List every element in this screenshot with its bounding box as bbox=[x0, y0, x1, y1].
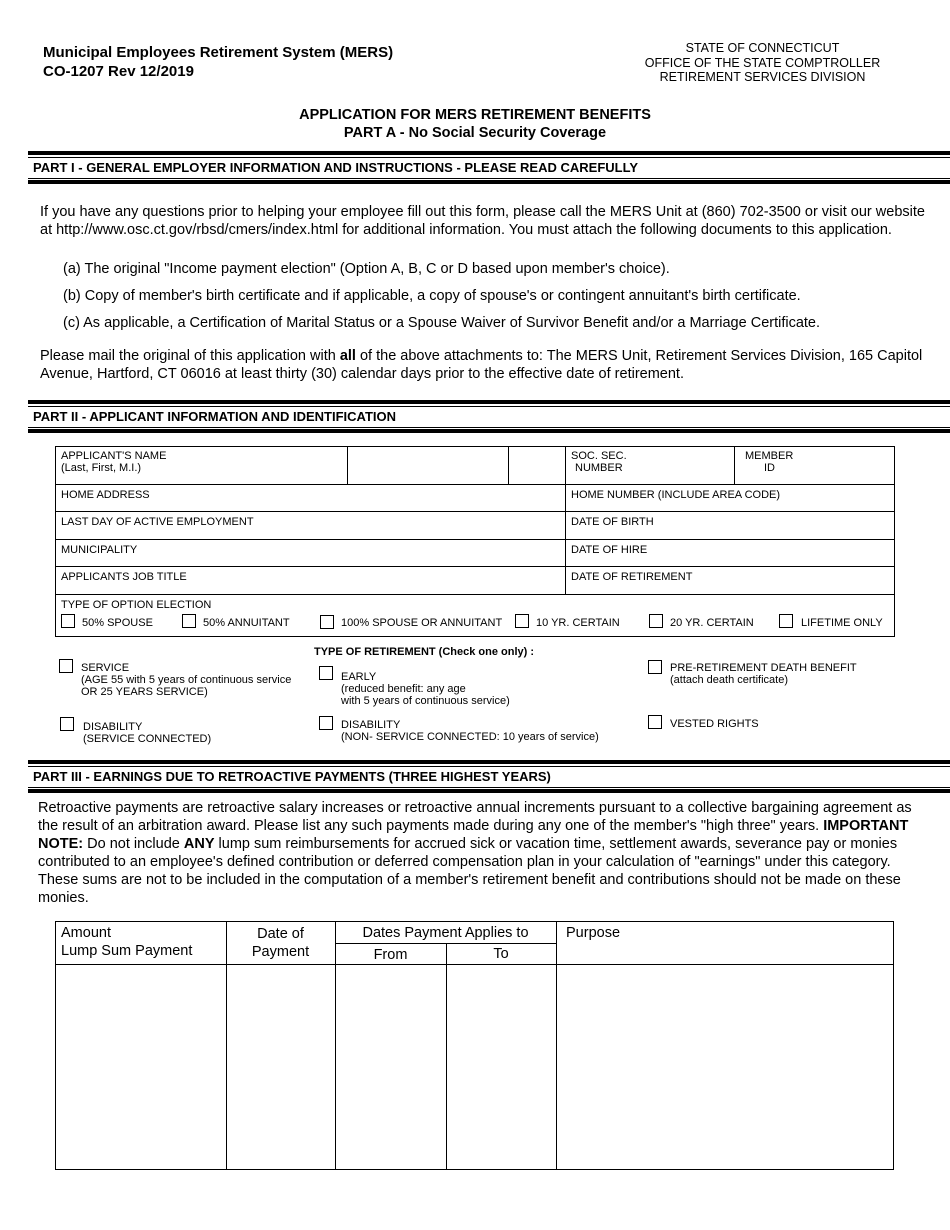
option-50-spouse-checkbox[interactable] bbox=[61, 614, 75, 628]
col-header-from: From bbox=[373, 947, 408, 963]
divider bbox=[28, 406, 950, 407]
retirement-type-heading: TYPE OF RETIREMENT (Check one only) : bbox=[314, 646, 535, 658]
divider bbox=[28, 789, 950, 793]
office-name: OFFICE OF THE STATE COMPTROLLER bbox=[644, 55, 881, 70]
form-number: CO-1207 Rev 12/2019 bbox=[43, 63, 194, 80]
option-20yr-checkbox[interactable] bbox=[649, 614, 663, 628]
part3-text-mid: Do not include bbox=[83, 836, 184, 852]
divider bbox=[55, 566, 895, 567]
option-100-spouse-checkbox[interactable] bbox=[320, 615, 334, 629]
member-id-label-line2: ID bbox=[764, 462, 775, 474]
date-of-hire-field[interactable]: DATE OF HIRE bbox=[571, 544, 648, 556]
divider bbox=[28, 178, 950, 179]
date-of-retirement-field[interactable]: DATE OF RETIREMENT bbox=[571, 571, 693, 583]
part1-heading: PART I - GENERAL EMPLOYER INFORMATION AND INSTRUCTIONS - PLEASE READ CAREFULLY bbox=[33, 160, 639, 175]
divider bbox=[55, 594, 895, 595]
form-header-right bbox=[620, 41, 905, 85]
divider bbox=[508, 446, 509, 484]
col-amount-line1: Amount bbox=[61, 925, 111, 941]
part1-intro: If you have any questions prior to helping your employee fill out this form, please call the MERS Unit at (860) 702-3500 or visit our website at http://www.osc.ct.gov/rbsd/cmers/index.html for additional information. You must attach the following documents to this application. bbox=[40, 204, 925, 238]
col-header-date bbox=[226, 925, 335, 961]
vested-rights-checkbox[interactable] bbox=[648, 715, 662, 729]
applicant-name-field[interactable] bbox=[61, 450, 166, 474]
divider bbox=[28, 429, 950, 433]
purpose-input-area[interactable] bbox=[557, 965, 893, 1169]
service-subtext1: (AGE 55 with 5 years of continuous service bbox=[81, 674, 292, 686]
service-subtext2: OR 25 YEARS SERVICE) bbox=[81, 686, 208, 698]
pre-retirement-death-checkbox[interactable] bbox=[648, 660, 662, 674]
service-checkbox[interactable] bbox=[59, 659, 73, 673]
disability-nsc-label bbox=[341, 719, 599, 743]
option-lifetime-label: LIFETIME ONLY bbox=[801, 617, 883, 629]
divider bbox=[28, 766, 950, 767]
option-lifetime-checkbox[interactable] bbox=[779, 614, 793, 628]
member-id-label-line1: MEMBER bbox=[745, 450, 794, 462]
disability-sc-text: DISABILITY bbox=[83, 721, 143, 733]
early-subtext1: (reduced benefit: any age bbox=[341, 683, 466, 695]
date-of-payment-input-area[interactable] bbox=[227, 965, 335, 1169]
ssn-label-line1: SOC. SEC. bbox=[571, 450, 627, 462]
pre-death-text: PRE-RETIREMENT DEATH BENEFIT bbox=[670, 662, 857, 674]
to-date-input-area[interactable] bbox=[447, 965, 556, 1169]
col-header-purpose: Purpose bbox=[566, 925, 621, 941]
part3-text-post: lump sum reimbursements for accrued sick or vacation time, settlement awards, severance pay or monies contributed to an employee's defined contribution or deferred compensation plan in your calculation of "earnings" under this category. These sums are not to be included in the computation of a member's retirement benefit and contributions should not be made on these monies. bbox=[38, 836, 901, 906]
pre-death-subtext: (attach death certificate) bbox=[670, 674, 789, 686]
part2-heading: PART II - APPLICANT INFORMATION AND IDENTIFICATION bbox=[33, 409, 397, 424]
divider bbox=[335, 943, 556, 944]
divider bbox=[734, 446, 735, 484]
col-date-line2: Payment bbox=[251, 944, 310, 960]
divider bbox=[28, 787, 950, 788]
last-day-employment-field[interactable]: LAST DAY OF ACTIVE EMPLOYMENT bbox=[61, 516, 254, 528]
mailing-text-pre: Please mail the original of this application with bbox=[40, 348, 340, 364]
attachment-item-c: (c) As applicable, a Certification of Marital Status or a Spouse Waiver of Survivor Benefit and/or a Marriage Certificate. bbox=[63, 315, 821, 331]
col-amount-line2: Lump Sum Payment bbox=[61, 943, 193, 959]
divider bbox=[28, 151, 950, 155]
mailing-text-bold: all bbox=[339, 348, 356, 364]
col-date-line1: Date of bbox=[257, 926, 304, 942]
division-name: RETIREMENT SERVICES DIVISION bbox=[659, 70, 866, 84]
option-10yr-label: 10 YR. CERTAIN bbox=[536, 617, 620, 629]
option-20yr-label: 20 YR. CERTAIN bbox=[670, 617, 754, 629]
divider bbox=[28, 180, 950, 184]
disability-sc-checkbox[interactable] bbox=[60, 717, 74, 731]
ssn-label-line2: NUMBER bbox=[575, 462, 623, 474]
applicant-name-label: APPLICANT'S NAME bbox=[61, 450, 167, 462]
early-label bbox=[341, 671, 510, 707]
any-emphasis: ANY bbox=[183, 836, 215, 852]
ssn-field[interactable] bbox=[571, 450, 627, 474]
divider bbox=[55, 539, 895, 540]
option-election-label: TYPE OF OPTION ELECTION bbox=[61, 599, 212, 611]
col-header-to: To bbox=[493, 946, 509, 962]
date-of-birth-field[interactable]: DATE OF BIRTH bbox=[571, 516, 654, 528]
member-id-field[interactable] bbox=[745, 450, 793, 474]
option-50-spouse-label: 50% SPOUSE bbox=[82, 617, 153, 629]
col-header-dates-applies: Dates Payment Applies to bbox=[362, 925, 529, 941]
divider bbox=[565, 446, 566, 594]
early-subtext2: with 5 years of continuous service) bbox=[341, 695, 510, 707]
mailing-instructions bbox=[40, 347, 930, 383]
state-name: STATE OF CONNECTICUT bbox=[685, 41, 840, 55]
municipality-field[interactable]: MUNICIPALITY bbox=[61, 544, 138, 556]
vested-rights-label: VESTED RIGHTS bbox=[670, 718, 759, 730]
service-text: SERVICE bbox=[81, 662, 130, 674]
option-50-annuitant-label: 50% ANNUITANT bbox=[203, 617, 290, 629]
part3-heading: PART III - EARNINGS DUE TO RETROACTIVE PAYMENTS (THREE HIGHEST YEARS) bbox=[33, 769, 551, 784]
form-title-line2: PART A - No Social Security Coverage bbox=[343, 125, 607, 141]
divider bbox=[28, 760, 950, 764]
service-label bbox=[81, 662, 291, 698]
mailing-text-post: of the above attachments to: The MERS Unit, Retirement Services Division, 165 Capitol Avenue, Hartford, CT 06016 at least thirty (30) calendar days prior to the effective date of retirement. bbox=[40, 348, 923, 382]
divider bbox=[55, 511, 895, 512]
amount-input-area[interactable] bbox=[56, 965, 226, 1169]
org-name: Municipal Employees Retirement System (MERS) bbox=[43, 44, 394, 61]
home-address-field[interactable]: HOME ADDRESS bbox=[61, 489, 150, 501]
disability-nsc-text: DISABILITY bbox=[341, 719, 401, 731]
divider bbox=[28, 400, 950, 404]
job-title-field[interactable]: APPLICANTS JOB TITLE bbox=[61, 571, 187, 583]
option-100-spouse-label: 100% SPOUSE OR ANNUITANT bbox=[341, 617, 503, 629]
disability-sc-subtext: (SERVICE CONNECTED) bbox=[83, 733, 212, 745]
divider bbox=[28, 157, 950, 158]
divider bbox=[55, 484, 895, 485]
disability-nsc-subtext: (NON- SERVICE CONNECTED: 10 years of service) bbox=[341, 731, 599, 743]
option-50-annuitant-checkbox[interactable] bbox=[182, 614, 196, 628]
from-date-input-area[interactable] bbox=[336, 965, 446, 1169]
col-header-amount bbox=[61, 924, 192, 960]
part3-paragraph bbox=[38, 799, 918, 907]
applicant-name-sublabel: (Last, First, M.I.) bbox=[61, 462, 142, 474]
early-checkbox[interactable] bbox=[319, 666, 333, 680]
disability-nsc-checkbox[interactable] bbox=[319, 716, 333, 730]
early-text: EARLY bbox=[341, 671, 377, 683]
important-note-label: IMPORTANT NOTE: bbox=[38, 818, 909, 852]
attachment-item-b: (b) Copy of member's birth certificate and if applicable, a copy of spouse's or contingent annuitant's birth certificate. bbox=[63, 288, 801, 304]
form-header-left bbox=[43, 43, 393, 81]
form-title bbox=[0, 106, 950, 142]
option-10yr-checkbox[interactable] bbox=[515, 614, 529, 628]
divider bbox=[28, 427, 950, 428]
part3-text-pre: Retroactive payments are retroactive salary increases or retroactive annual increments pursuant to a collective bargaining agreement as the result of an arbitration award. Please list any such payments made during any one of the member's "high three" years. bbox=[38, 800, 912, 834]
disability-sc-label bbox=[83, 721, 211, 745]
form-title-line1: APPLICATION FOR MERS RETIREMENT BENEFITS bbox=[299, 107, 651, 123]
pre-retirement-death-label bbox=[670, 662, 857, 686]
home-number-field[interactable]: HOME NUMBER (INCLUDE AREA CODE) bbox=[571, 489, 781, 501]
divider bbox=[347, 446, 348, 484]
attachment-item-a: (a) The original "Income payment election" (Option A, B, C or D based upon member's choice). bbox=[63, 261, 670, 277]
